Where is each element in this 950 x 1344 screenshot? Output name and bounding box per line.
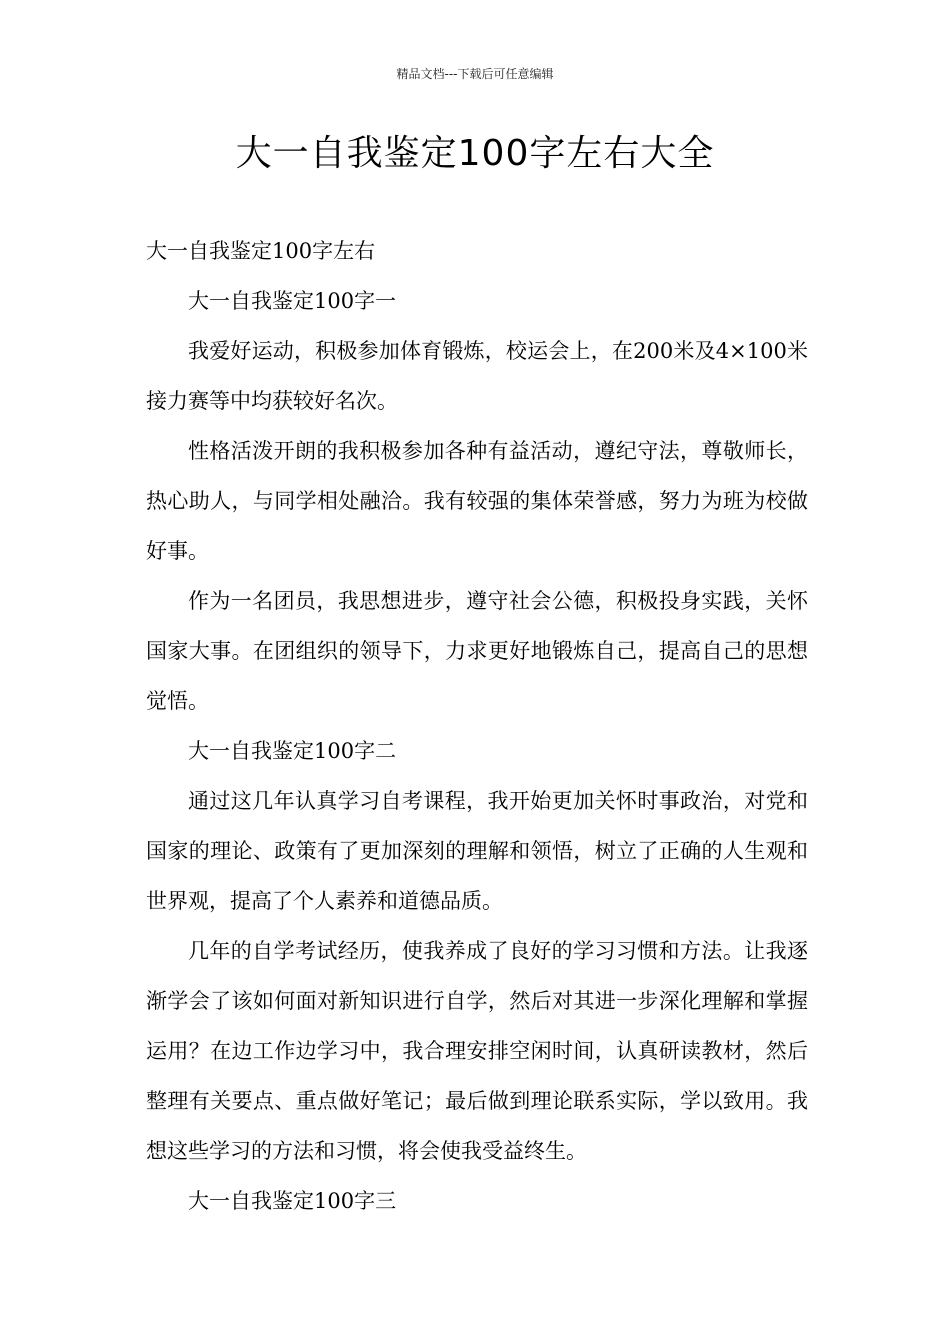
section-heading-1: 大一自我鉴定100字一 [188, 289, 397, 313]
header-note: 精品文档---下载后可任意编辑 [396, 67, 554, 81]
paragraph: 通过这几年认真学习自考课程，我开始更加关怀时事政治，对党和国家的理论、政策有了更加深刻的理解和领悟，树立了正确的人生观和世界观，提高了个人素养和道德品质。 [146, 789, 808, 913]
section-heading-3: 大一自我鉴定100字三 [188, 1189, 397, 1213]
document-body [146, 226, 808, 1226]
paragraph: 性格活泼开朗的我积极参加各种有益活动，遵纪守法，尊敬师长，热心助人，与同学相处融洽。我有较强的集体荣誉感，努力为班为校做好事。 [146, 439, 808, 563]
document-title: 大一自我鉴定100字左右大全 [235, 133, 715, 174]
intro-line: 大一自我鉴定100字左右 [146, 239, 376, 263]
paragraph: 我爱好运动，积极参加体育锻炼，校运会上，在200米及4×100米接力赛等中均获较好名次。 [146, 339, 808, 413]
section-heading-2: 大一自我鉴定100字二 [188, 739, 397, 763]
paragraph: 作为一名团员，我思想进步，遵守社会公德，积极投身实践，关怀国家大事。在团组织的领导下，力求更好地锻炼自己，提高自己的思想觉悟。 [146, 589, 808, 713]
paragraph: 几年的自学考试经历，使我养成了良好的学习习惯和方法。让我逐渐学会了该如何面对新知识进行自学，然后对其进一步深化理解和掌握运用？在边工作边学习中，我合理安排空闲时间，认真研读教材，然后整理有关要点、重点做好笔记；最后做到理论联系实际，学以致用。我想这些学习的方法和习惯，将会使我受益终生。 [146, 939, 808, 1163]
